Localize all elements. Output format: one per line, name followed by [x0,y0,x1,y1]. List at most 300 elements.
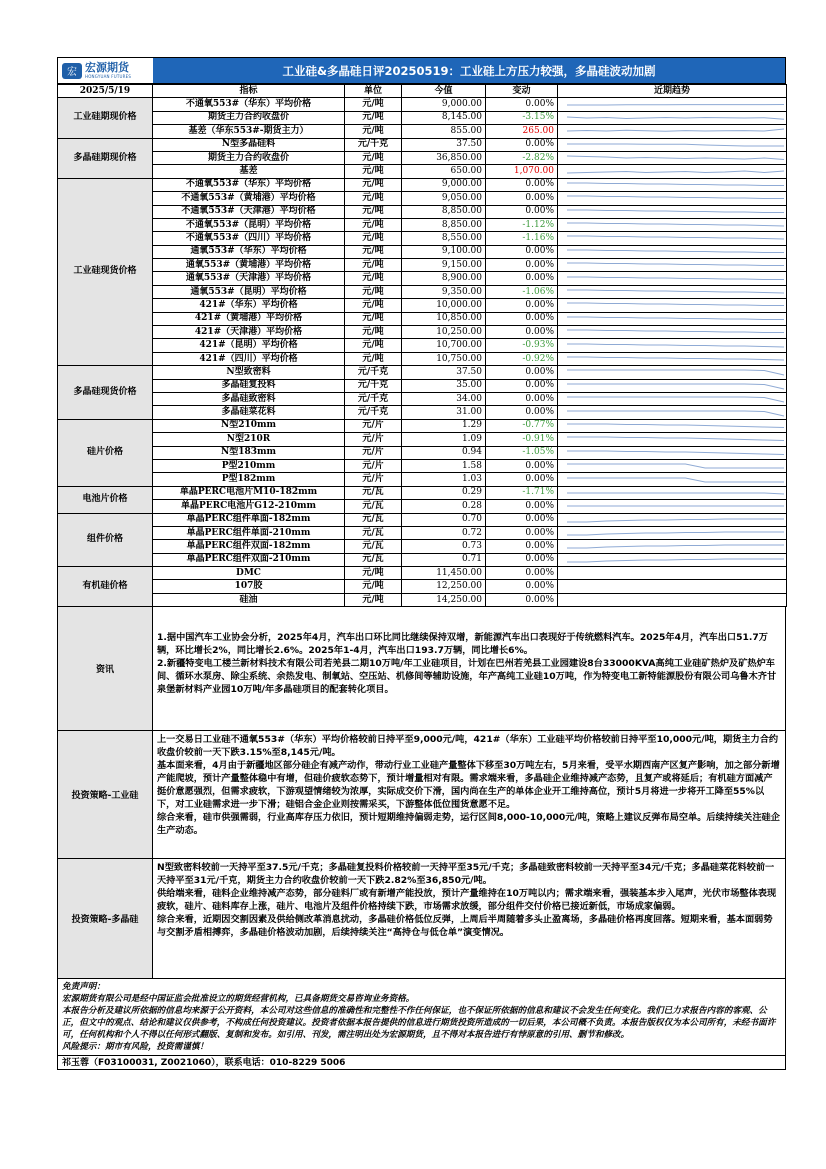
change-value: 0.00% [486,299,558,312]
table-row [58,473,787,486]
unit: 元/瓦 [345,553,402,566]
change-value: 0.00% [486,459,558,472]
sparkline-line [567,117,784,119]
unit: 元/瓦 [345,526,402,539]
trend-sparkline [558,192,787,205]
trend-sparkline [558,593,787,606]
sparkline-line [567,236,784,239]
report-title: 工业硅&多晶硅日评20250519：工业硅上方压力较强，多晶硅波动加剧 [153,58,785,83]
table-row [58,151,787,164]
indicator-name: 421#（天津港）平均价格 [153,326,345,339]
indicator-name: N型183mm [153,446,345,459]
current-value: 0.73 [402,540,486,553]
table-row [58,205,787,218]
sparkline-line [567,411,784,416]
table-row [58,125,787,138]
sparkline-svg [561,393,787,405]
sparkline-line [567,183,784,186]
strategy-paragraph: 综合来看，近期因交割因素及供给侧改革消息扰动，多晶硅价格低位反弹，上周后半周随着多头止盈离场，多晶硅价格再度回落。短期来看，基本面弱势与交割矛盾相搏弈，多晶硅价格波动加剧，后续持续关注“高持仓与低仓单”演变情况。 [157,914,773,939]
unit: 元/片 [345,433,402,446]
current-value: 1.58 [402,459,486,472]
group-label: 电池片价格 [58,486,153,513]
sparkline-line [567,559,784,562]
strategy-si-label: 投资策略-工业硅 [58,731,153,858]
trend-sparkline [558,526,787,539]
group-label: 工业硅现货价格 [58,178,153,365]
table-row [58,419,787,432]
sparkline-line [567,493,784,494]
sparkline-line [567,144,784,146]
indicator-name: N型210mm [153,419,345,432]
unit: 元/吨 [345,339,402,352]
header-trend: 近期趋势 [558,85,787,98]
current-value: 0.72 [402,526,486,539]
sparkline-line [567,545,784,548]
table-row [58,138,787,151]
table-row [58,500,787,513]
table-row [58,392,787,405]
unit: 元/千克 [345,406,402,419]
sparkline-svg [561,353,787,365]
trend-sparkline [558,459,787,472]
current-value: 9,050.00 [402,192,486,205]
indicator-name: 421#（黄埔港）平均价格 [153,312,345,325]
sparkline-line [567,196,784,199]
report-header [57,57,786,84]
change-value: 265.00 [486,125,558,138]
sparkline-svg [561,447,787,459]
table-row [58,218,787,231]
current-value: 1.09 [402,433,486,446]
trend-sparkline [558,312,787,325]
unit: 元/吨 [345,272,402,285]
indicator-name: N型210R [153,433,345,446]
current-value: 8,550.00 [402,232,486,245]
current-value: 9,000.00 [402,98,486,111]
sparkline-line [567,210,784,213]
disclaimer-line: 本报告分析及建议所依据的信息均来源于公开资料，本公司对这些信息的准确性和完整性不作任何保证，也不保证所依据的信息和建议不会发生任何变化。我们已力求报告内容的客观、公正，但文中的观点、结论和建议仅供参考，不构成任何投资建议。投资者依据本报告提供的信息进行期货投资所造成的一切后果，本公司概不负责。本报告版权仅为本公司所有，未经书面许可，任何机构和个人不得以任何形式翻版、复制和发布。如引用、刊发，需注明出处为宏源期货，且不得对本报告进行有悖原意的引用、删节和修改。 [62,1006,776,1041]
current-value: 10,850.00 [402,312,486,325]
sparkline-line [567,277,784,280]
strategy-paragraph: 综合来看，硅市供强需弱，行业高库存压力依旧，预计短期维持偏弱走势，运行区间8,000-10,000元/吨，策略上建议反弹布局空单。后续持续关注硅企生产动态。 [157,812,780,837]
logo-mark-icon: 宏 [62,63,82,79]
sparkline-line [567,303,784,306]
sparkline-line [567,437,784,441]
current-value: 14,250.00 [402,593,486,606]
change-value: -2.82% [486,151,558,164]
sparkline-svg [561,487,787,499]
unit: 元/吨 [345,218,402,231]
indicator-name: 不通氧553#（黄埔港）平均价格 [153,192,345,205]
trend-sparkline [558,326,787,339]
trend-sparkline [558,165,787,178]
current-value: 9,100.00 [402,245,486,258]
sparkline-line [567,357,784,360]
change-value: 0.00% [486,540,558,553]
current-value: 9,150.00 [402,259,486,272]
sparkline-svg [561,514,787,526]
trend-sparkline [558,245,787,258]
indicator-name: 421#（昆明）平均价格 [153,339,345,352]
change-value: 0.00% [486,500,558,513]
sparkline-line [567,384,784,389]
change-value: 0.00% [486,526,558,539]
strategy-poly-text [153,859,785,978]
trend-sparkline [558,486,787,499]
table-row [58,513,787,526]
current-value: 35.00 [402,379,486,392]
trend-sparkline [558,259,787,272]
disclaimer-title: 免责声明： [62,982,105,993]
indicator-name: 多晶硅菜花料 [153,406,345,419]
trend-sparkline [558,218,787,231]
current-value: 0.29 [402,486,486,499]
sparkline-svg [561,125,787,137]
unit: 元/吨 [345,259,402,272]
table-row [58,379,787,392]
trend-sparkline [558,352,787,365]
trend-sparkline [558,513,787,526]
current-value: 8,145.00 [402,111,486,124]
table-row [58,433,787,446]
unit: 元/千克 [345,379,402,392]
unit: 元/瓦 [345,500,402,513]
table-row [58,339,787,352]
unit: 元/吨 [345,205,402,218]
indicator-name: 107胶 [153,580,345,593]
group-label: 工业硅期现价格 [58,98,153,138]
sparkline-svg [561,460,787,472]
indicator-name: 通氧553#（黄埔港）平均价格 [153,259,345,272]
current-value: 10,250.00 [402,326,486,339]
strategy-si-text [153,731,785,858]
table-row [58,366,787,379]
unit: 元/吨 [345,593,402,606]
table-row [58,459,787,472]
sparkline-line [567,263,784,266]
unit: 元/吨 [345,567,402,580]
sparkline-svg [561,99,787,111]
indicator-name: N型致密料 [153,366,345,379]
table-row [58,312,787,325]
unit: 元/片 [345,419,402,432]
indicator-name: 不通氧553#（天津港）平均价格 [153,205,345,218]
indicator-name: 多晶硅复投料 [153,379,345,392]
indicator-name: 单晶PERC组件单面-182mm [153,513,345,526]
strategy-paragraph: 基本面来看，4月由于新疆地区部分硅企有减产动作，带动行业工业硅产量整体下移至30万吨左右，5月来看，受平水期西南产区复产影响，加之部分新增产能爬坡，预计产量整体稳中有增，但硅价疲软态势下，预计增量相对有限。需求端来看，多晶硅企业维持减产态势，且复产或将延后；有机硅方面减产挺价意愿强烈，但需求疲软，下游观望情绪较为浓厚，实际成交价下滑，国内尚在生产的单体企业开工维持高位，预计5月将进一步将开工降至55%以下，对工业硅需求进一步下滑；硅铝合金企业则按需采买，下游整体低位囤货意愿不足。 [157,760,780,811]
sparkline-line [567,223,784,226]
change-value: 1,070.00 [486,165,558,178]
current-value: 0.70 [402,513,486,526]
indicator-name: 421#（华东）平均价格 [153,299,345,312]
current-value: 9,350.00 [402,285,486,298]
unit: 元/吨 [345,165,402,178]
table-row [58,567,787,580]
change-value: 0.00% [486,366,558,379]
trend-sparkline [558,125,787,138]
indicator-name: 单晶PERC组件单面-210mm [153,526,345,539]
table-row [58,553,787,566]
indicator-name: 硅油 [153,593,345,606]
sparkline-svg [561,474,787,486]
sparkline-svg [561,299,787,311]
indicator-name: 单晶PERC组件双面-182mm [153,540,345,553]
strategy-paragraph: N型致密料较前一天持平至37.5元/千克；多晶硅复投料价格较前一天持平至35元/千克；多晶硅致密料较前一天持平至34元/千克；多晶硅菜花料较前一天持平至31元/千克，期货主力合约收盘价较前一天下跌2.82%至36,850元/吨。 [157,862,775,887]
unit: 元/吨 [345,232,402,245]
news-paragraph: 2.新疆特变电工楼兰新材料技术有限公司若羌县二期10万吨/年工业硅项目，计划在巴州若羌县工业园建设8台33000KVA高纯工业硅矿热炉及矿热炉车间、循环水泵房、除尘系统、余热发电、制氧站、空压站、机修间等辅助设施，年产高纯工业硅10万吨，作为特变电工新特能源股份有限公司乌鲁木齐甘泉堡新材料产业园10万吨/年多晶硅项目的配套转化项目。 [157,658,777,696]
unit: 元/吨 [345,312,402,325]
unit: 元/吨 [345,580,402,593]
strategy-si-block [57,731,786,859]
indicator-name: 通氧553#（华东）平均价格 [153,245,345,258]
indicator-name: 不通氧553#（华东）平均价格 [153,178,345,191]
sparkline-line [567,397,784,402]
header-change: 变动 [486,85,558,98]
sparkline-svg [561,246,787,258]
unit: 元/吨 [345,285,402,298]
trend-sparkline [558,419,787,432]
unit: 元/瓦 [345,540,402,553]
table-row [58,245,787,258]
sparkline-line [567,519,784,522]
current-value: 855.00 [402,125,486,138]
table-row [58,165,787,178]
logo-en: HONGYUAN FUTURES [85,74,132,79]
current-value: 11,450.00 [402,567,486,580]
trend-sparkline [558,567,787,580]
change-value: -1.71% [486,486,558,499]
current-value: 1.03 [402,473,486,486]
sparkline-line [567,330,784,333]
sparkline-line [567,370,784,375]
sparkline-svg [561,166,787,178]
sparkline-line [567,156,784,160]
change-value: 0.00% [486,513,558,526]
sparkline-line [567,344,784,347]
table-row [58,259,787,272]
table-row [58,540,787,553]
trend-sparkline [558,392,787,405]
report-frame [57,57,786,1070]
table-row [58,406,787,419]
strategy-poly-label: 投资策略-多晶硅 [58,859,153,978]
sparkline-line [567,424,784,428]
sparkline-svg [561,192,787,204]
table-row [58,580,787,593]
current-value: 10,750.00 [402,352,486,365]
trend-sparkline [558,232,787,245]
sparkline-line [567,104,784,105]
table-row [58,285,787,298]
change-value: 0.00% [486,245,558,258]
strategy-poly-block [57,859,786,979]
unit: 元/瓦 [345,513,402,526]
sparkline-svg [561,179,787,191]
change-value: -0.93% [486,339,558,352]
unit: 元/吨 [345,125,402,138]
trend-sparkline [558,433,787,446]
current-value: 0.28 [402,500,486,513]
strategy-paragraph: 上一交易日工业硅不通氧553#（华东）平均价格较前日持平至9,000元/吨，421#（华东）工业硅平均价格较前日持平至10,000元/吨，期货主力合约收盘价较前一天下跌3.15%至8,145元/吨。 [157,734,779,759]
change-value: 0.00% [486,553,558,566]
current-value: 12,250.00 [402,580,486,593]
change-value: 0.00% [486,312,558,325]
sparkline-svg [561,500,787,512]
logo-cn: 宏源期货 [85,61,129,74]
strategy-paragraph: 供给端来看，硅料企业维持减产态势，部分硅料厂或有新增产能投放，预计产量维持在10万吨以内；需求端来看，强装基本步入尾声，光伏市场整体表现疲软，硅片、硅料库存上涨，硅片、电池片及组件价格持续下跌，市场需求放缓，部分组件交付价格已接近新低，市场成家偏弱。 [157,888,777,913]
trend-sparkline [558,366,787,379]
trend-sparkline [558,540,787,553]
indicator-name: N型多晶硅料 [153,138,345,151]
change-value: -1.12% [486,218,558,231]
change-value: 0.00% [486,580,558,593]
unit: 元/吨 [345,111,402,124]
table-row [58,299,787,312]
header-indicator: 指标 [153,85,345,98]
trend-sparkline [558,446,787,459]
change-value: 0.00% [486,205,558,218]
analyst-contact: 祁玉蓉（F03100031, Z0021060），联系电话：010-8229 5006 [57,1056,786,1070]
sparkline-svg [561,232,787,244]
sparkline-svg [561,206,787,218]
trend-sparkline [558,111,787,124]
unit: 元/吨 [345,352,402,365]
current-value: 9,000.00 [402,178,486,191]
change-value: 0.00% [486,272,558,285]
unit: 元/片 [345,459,402,472]
current-value: 8,850.00 [402,205,486,218]
table-row [58,326,787,339]
sparkline-line [567,451,784,455]
current-value: 34.00 [402,392,486,405]
change-value: 0.00% [486,379,558,392]
price-table [57,84,787,607]
company-logo [58,58,153,83]
indicator-name: 421#（四川）平均价格 [153,352,345,365]
sparkline-line [567,317,784,320]
sparkline-svg [561,433,787,445]
table-row [58,232,787,245]
current-value: 10,700.00 [402,339,486,352]
disclaimer [57,979,786,1056]
current-value: 37.50 [402,366,486,379]
change-value: 0.00% [486,138,558,151]
unit: 元/吨 [345,178,402,191]
news-block [57,607,786,731]
change-value: 0.00% [486,326,558,339]
risk-warning: 风险提示：期市有风险，投资需谨慎！ [62,1042,209,1053]
sparkline-svg [561,112,787,124]
current-value: 0.71 [402,553,486,566]
trend-sparkline [558,553,787,566]
change-value: -1.05% [486,446,558,459]
table-row [58,486,787,499]
table-row [58,98,787,111]
table-row [58,111,787,124]
sparkline-line [567,250,784,253]
header-value: 今值 [402,85,486,98]
change-value: 0.00% [486,473,558,486]
sparkline-svg [561,152,787,164]
unit: 元/吨 [345,151,402,164]
news-text [153,607,785,730]
change-value: 0.00% [486,259,558,272]
indicator-name: 多晶硅致密料 [153,392,345,405]
trend-sparkline [558,98,787,111]
header-date: 2025/5/19 [58,85,153,98]
change-value: -0.77% [486,419,558,432]
trend-sparkline [558,580,787,593]
change-value: -1.06% [486,285,558,298]
group-label: 硅片价格 [58,419,153,486]
trend-sparkline [558,500,787,513]
current-value: 37.50 [402,138,486,151]
sparkline-svg [561,420,787,432]
indicator-name: 通氧553#（天津港）平均价格 [153,272,345,285]
indicator-name: P型182mm [153,473,345,486]
change-value: 0.00% [486,392,558,405]
disclaimer-line: 宏源期货有限公司是经中国证监会批准设立的期货经营机构，已具备期货交易咨询业务资格。 [62,994,415,1005]
sparkline-line [567,290,784,293]
indicator-name: 不通氧553#（四川）平均价格 [153,232,345,245]
change-value: -0.92% [486,352,558,365]
indicator-name: 不通氧553#（华东）平均价格 [153,98,345,111]
unit: 元/片 [345,473,402,486]
current-value: 10,000.00 [402,299,486,312]
sparkline-svg [561,527,787,539]
group-label: 多晶硅现货价格 [58,366,153,420]
sparkline-svg [561,259,787,271]
trend-sparkline [558,339,787,352]
trend-sparkline [558,178,787,191]
change-value: 0.00% [486,192,558,205]
sparkline-svg [561,313,787,325]
sparkline-line [567,478,784,482]
news-label: 资讯 [58,607,153,730]
sparkline-line [567,464,784,468]
indicator-name: 期货主力合约收盘价 [153,151,345,164]
sparkline-svg [561,340,787,352]
change-value: -3.15% [486,111,558,124]
change-value: 0.00% [486,593,558,606]
unit: 元/片 [345,446,402,459]
sparkline-svg [561,366,787,378]
indicator-name: 单晶PERC电池片G12-210mm [153,500,345,513]
news-paragraph: 1.据中国汽车工业协会分析，2025年4月，汽车出口环比同比继续保持双增，新能源汽车出口表现好于传统燃料汽车。2025年4月，汽车出口51.7万辆，环比增长2%，同比增长2.6%。2025年1-4月，汽车出口193.7万辆，同比增长6%。 [157,632,768,657]
current-value: 0.94 [402,446,486,459]
trend-sparkline [558,151,787,164]
table-row [58,446,787,459]
table-row [58,178,787,191]
group-label: 有机硅价格 [58,567,153,607]
unit: 元/瓦 [345,486,402,499]
trend-sparkline [558,299,787,312]
indicator-name: 基差（华东553#-期货主力） [153,125,345,138]
sparkline-svg [561,273,787,285]
unit: 元/千克 [345,366,402,379]
table-row [58,526,787,539]
group-label: 组件价格 [58,513,153,567]
unit: 元/吨 [345,192,402,205]
unit: 元/吨 [345,245,402,258]
sparkline-svg [561,139,787,151]
sparkline-svg [561,380,787,392]
table-row [58,352,787,365]
table-row [58,272,787,285]
sparkline-svg [561,219,787,231]
sparkline-line [567,532,784,535]
unit: 元/吨 [345,299,402,312]
